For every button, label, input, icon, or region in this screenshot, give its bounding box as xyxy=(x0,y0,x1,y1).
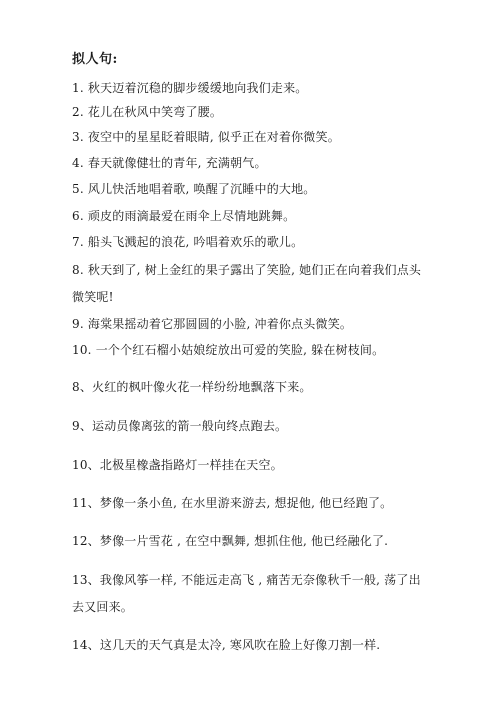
sentence-line: 13、我像风筝一样, 不能远走高飞 , 痛苦无奈像秋千一般, 荡了出 xyxy=(72,573,421,587)
sentence-line: 12、梦像一片雪花 , 在空中飘舞, 想抓住他, 他已经融化了. xyxy=(72,534,389,548)
sentence-line: 6. 顽皮的雨滴最爱在雨伞上尽情地跳舞。 xyxy=(72,209,296,223)
sentence-line: 3. 夜空中的星星眨着眼睛, 似乎正在对着你微笑。 xyxy=(72,130,340,144)
sentence-line: 14、这几天的天气真是太冷, 寒风吹在脸上好像刀割一样. xyxy=(72,638,381,652)
sentence-line: 10. 一个个红石榴小姑娘绽放出可爱的笑脸, 躲在树枝间。 xyxy=(72,343,385,357)
sentence-line: 11、梦像一条小鱼, 在水里游来游去, 想捉他, 他已经跑了。 xyxy=(72,496,393,510)
sentence-line-continued: 去又回来。 xyxy=(72,600,134,614)
sentence-line: 2. 花儿在秋风中笑弯了腰。 xyxy=(72,105,223,119)
sentence-line: 8、火红的枫叶像火花一样纷纷地飘落下来。 xyxy=(72,380,312,394)
sentence-line: 9、运动员像离弦的箭一般向终点跑去。 xyxy=(72,419,288,433)
document-title: 拟人句: xyxy=(72,52,118,67)
sentence-line: 4. 春天就像健壮的青年, 充满朝气。 xyxy=(72,156,267,170)
sentence-line: 9. 海棠果摇动着它那圆圆的小脸, 冲着你点头微笑。 xyxy=(72,317,353,331)
sentence-line: 1. 秋天迈着沉稳的脚步缓缓地向我们走来。 xyxy=(72,81,308,95)
sentence-line: 8. 秋天到了, 树上金红的果子露出了笑脸, 她们正在向着我们点头 xyxy=(72,263,422,277)
sentence-line: 7. 船头飞溅起的浪花, 吟唱着欢乐的歌儿。 xyxy=(72,235,304,249)
sentence-line-continued: 微笑呢! xyxy=(72,290,114,304)
sentence-line: 10、北极星橡盏指路灯一样挂在天空。 xyxy=(72,458,283,472)
sentence-line: 5. 风儿快活地唱着歌, 唤醒了沉睡中的大地。 xyxy=(72,182,316,196)
